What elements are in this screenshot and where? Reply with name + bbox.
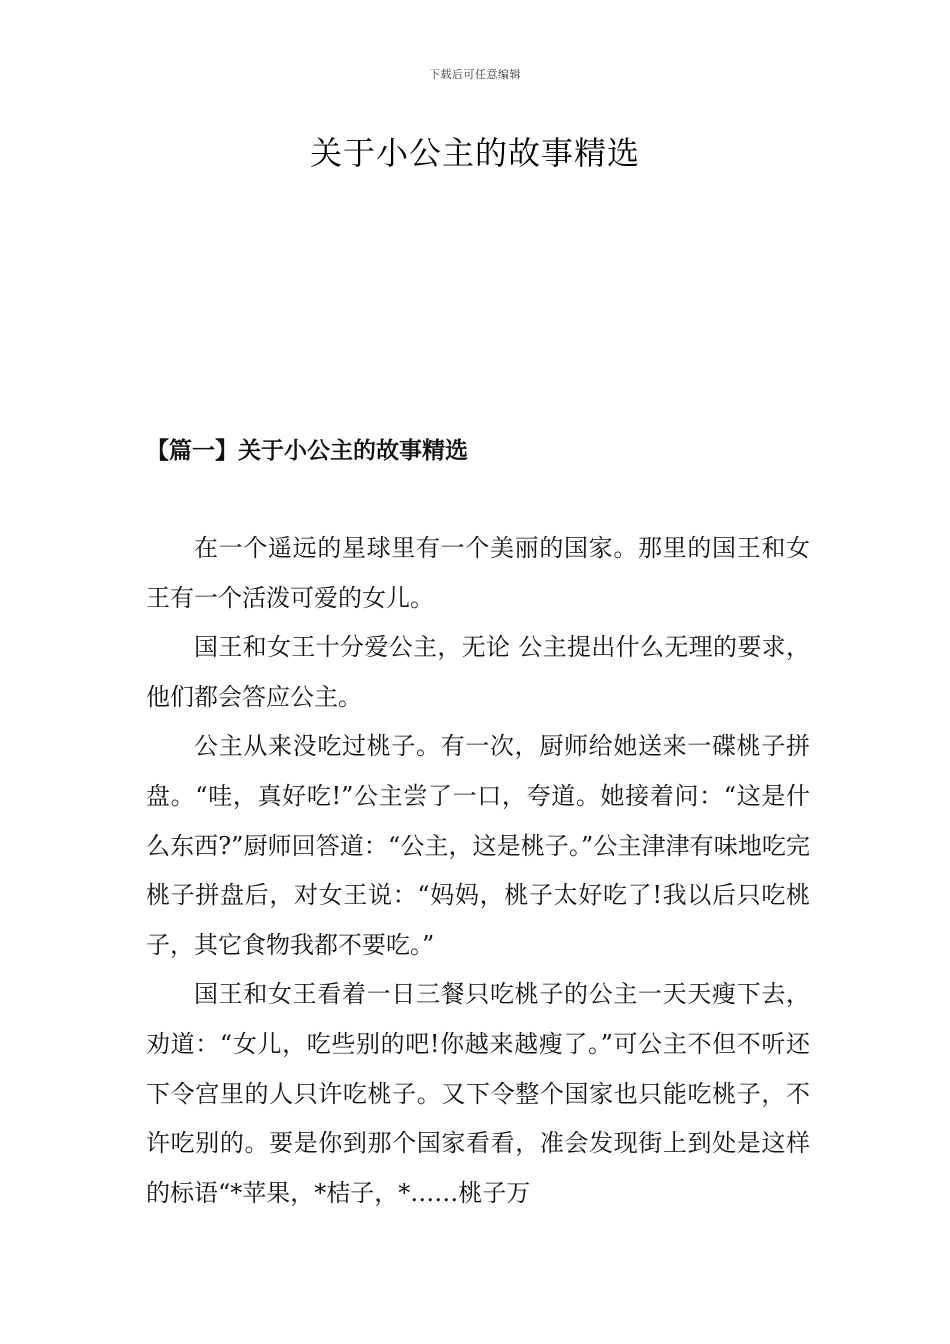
paragraph-3: 公主从来没吃过桃子。有一次，厨师给她送来一碟桃子拼盘。“哇，真好吃!”公主尝了一口，夸道。她接着问：“这是什么东西?”厨师回答道：“公主，这是桃子。”公主津津有味地吃完桃子拼盘后，对女王说：“妈妈，桃子太好吃了!我以后只吃桃子，其它食物我都不要吃。”	[146, 732, 810, 959]
paragraph-1: 在一个遥远的星球里有一个美丽的国家。那里的国王和女王有一个活泼可爱的女儿。	[146, 534, 810, 612]
paragraph-4: 国王和女王看着一日三餐只吃桃子的公主一天天瘦下去，劝道：“女儿，吃些别的吧!你越来越瘦了。”可公主不但不听还下令宫里的人只许吃桃子。又下令整个国家也只能吃桃子，不许吃别的。要是你到那个国家看看，准会发现街上到处是这样的标语“*苹果，*桔子，*……桃子万	[146, 980, 810, 1207]
body-text	[146, 524, 810, 1218]
header-note: 下载后可任意编辑	[429, 68, 521, 81]
document-title: 关于小公主的故事精选	[309, 134, 640, 172]
section-heading: 【篇一】关于小公主的故事精选	[146, 437, 468, 464]
paragraph-2: 国王和女王十分爱公主，无论 公主提出什么无理的要求，他们都会答应公主。	[146, 633, 810, 711]
